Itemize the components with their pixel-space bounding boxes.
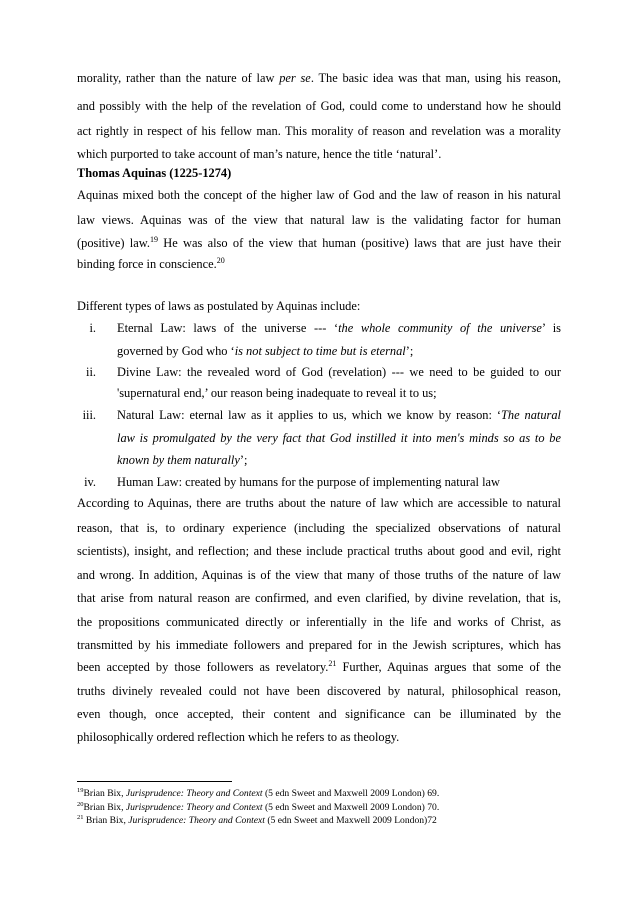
body-line: even though, once accepted, their content and significance can be illuminated by the (77, 707, 561, 721)
footnote-21: $^{21}$ Brian Bix, Jurisprudence: Theory and Context (5 edn Sweet and Maxwell 2009 London)72 (77, 813, 437, 826)
body-line: transmitted by his immediate followers and prepared for in the Jewish scriptures, which has (77, 638, 561, 652)
body-line: and wrong. In addition, Aquinas is of the view that many of those truths of the nature of law (77, 568, 561, 582)
list-number: iii. (82, 408, 96, 422)
body-line: scientists), insight, and reflection; and these include practical truths about good and evil, right (77, 544, 561, 558)
body-line: been accepted by those followers as revelatory.$^{21}$ Further, Aquinas argues that some of the (77, 658, 561, 674)
body-line: the propositions communicated directly or inferentially in the life and works of Christ, as (77, 615, 561, 629)
section-heading: Thomas Aquinas (1225-1274) (77, 166, 232, 180)
list-item-line: known by them naturally’; (117, 453, 248, 467)
body-line: which purported to take account of man’s nature, hence the title ‘natural’. (77, 147, 442, 161)
body-line: that arise from natural reason are confirmed, and even clarified, by divine revelation, that is, (77, 591, 561, 605)
body-line: morality, rather than the nature of law per se. The basic idea was that man, using his reason, (77, 71, 561, 85)
body-line: truths divinely revealed could not have been discovered by natural, philosophical reason, (77, 684, 561, 698)
footnote-ref: 20 (216, 255, 225, 265)
list-intro: Different types of laws as postulated by Aquinas include: (77, 299, 361, 313)
list-item-line: Divine Law: the revealed word of God (revelation) --- we need to be guided to our (117, 365, 561, 379)
footnote-divider (77, 781, 232, 782)
footnote-ref: 19 (149, 234, 158, 244)
list-item-line: 'supernatural end,’ our reason being inadequate to reveal it to us; (117, 386, 437, 400)
footnote-19: $^{19}$Brian Bix, Jurisprudence: Theory and Context (5 edn Sweet and Maxwell 2009 London) 69. (77, 786, 440, 799)
body-line: and possibly with the help of the revelation of God, could come to understand how he should (77, 99, 561, 113)
list-number: ii. (86, 365, 96, 379)
body-line: binding force in conscience.$^{20}$ (77, 255, 225, 271)
list-item-line: Eternal Law: laws of the universe --- ‘the whole community of the universe’ is (117, 321, 561, 335)
list-item-line: law is promulgated by the very fact that God instilled it into men's minds so as to be (117, 431, 561, 445)
footnote-ref: 21 (328, 658, 337, 668)
list-item-line: Human Law: created by humans for the purpose of implementing natural law (117, 475, 500, 489)
body-line: Aquinas mixed both the concept of the higher law of God and the law of reason in his natural (77, 188, 561, 202)
list-item-line: governed by God who ‘is not subject to time but is eternal’; (117, 344, 414, 358)
body-line: law views. Aquinas was of the view that natural law is the validating factor for human (77, 213, 561, 227)
footnote-20: $^{20}$Brian Bix, Jurisprudence: Theory and Context (5 edn Sweet and Maxwell 2009 London) 70. (77, 800, 440, 813)
list-number: iv. (84, 475, 96, 489)
body-line: act rightly in respect of his fellow man. This morality of reason and revelation was a morality (77, 124, 561, 138)
body-line: According to Aquinas, there are truths about the nature of law which are accessible to natural (77, 496, 561, 510)
list-number: i. (89, 321, 96, 335)
list-item-line: Natural Law: eternal law as it applies to us, which we know by reason: ‘The natural (117, 408, 561, 422)
body-line: philosophically ordered reflection which he refers to as theology. (77, 730, 400, 744)
body-line: reason, that is, to ordinary experience (including the specialized observations of natural (77, 521, 561, 535)
body-line: (positive) law.$^{19}$ He was also of the view that human (positive) laws that are just have their (77, 234, 561, 250)
